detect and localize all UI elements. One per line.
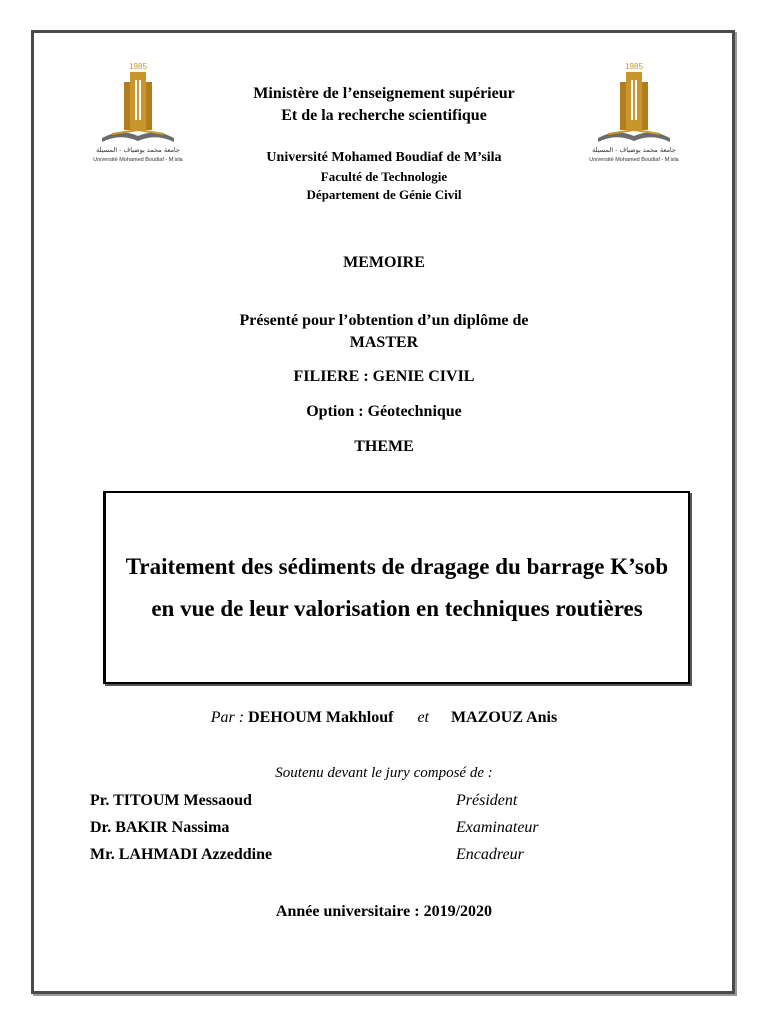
jury-member-name: Dr. BAKIR Nassima xyxy=(90,819,230,836)
document-type: MEMOIRE xyxy=(343,254,425,271)
academic-year: Année universitaire : 2019/2020 xyxy=(275,903,493,920)
author-2: MAZOUZ Anis xyxy=(450,709,558,726)
logo-latin-name: Université Mohamed Boudiaf - M’sila xyxy=(93,157,183,163)
et-label: et xyxy=(417,709,429,726)
degree: MASTER xyxy=(349,334,419,351)
theme-box xyxy=(103,491,690,684)
jury-member-role: Encadreur xyxy=(456,846,524,863)
faculty-name: Faculté de Technologie xyxy=(320,169,448,184)
university-name: Université Mohamed Boudiaf de M’sila xyxy=(266,150,502,165)
presented-for: Présenté pour l’obtention d’un diplôme de xyxy=(239,312,529,329)
logo-arabic-name: جامعة محمد بوضياف - المسيلة xyxy=(96,146,180,154)
authors-line xyxy=(0,709,768,727)
logo-year: 1985 xyxy=(625,62,643,71)
par-label: Par : xyxy=(210,709,245,726)
author-1: DEHOUM Makhlouf xyxy=(248,709,394,726)
option: Option : Géotechnique xyxy=(306,403,462,420)
theme-label: THEME xyxy=(354,438,414,455)
department-name: Département de Génie Civil xyxy=(306,187,462,202)
filiere: FILIERE : GENIE CIVIL xyxy=(293,368,475,385)
ministry-line-1: Ministère de l’enseignement supérieur xyxy=(253,85,515,102)
logo-arabic-name: جامعة محمد بوضياف - المسيلة xyxy=(592,146,676,154)
jury-member-name: Mr. LAHMADI Azzeddine xyxy=(90,846,273,863)
jury-intro: Soutenu devant le jury composé de : xyxy=(275,765,493,781)
jury-member-role: Président xyxy=(456,792,518,809)
ministry-line-2: Et de la recherche scientifique xyxy=(281,107,487,124)
logo-year: 1985 xyxy=(129,62,147,71)
logo-latin-name: Université Mohamed Boudiaf - M’sila xyxy=(589,157,679,163)
jury-member-role: Examinateur xyxy=(456,819,539,836)
jury-member-name: Pr. TITOUM Messaoud xyxy=(90,792,252,809)
theme-title: Traitement des sédiments de dragage du barrage K’sob en vue de leur valorisation en techniques routières xyxy=(125,553,669,621)
